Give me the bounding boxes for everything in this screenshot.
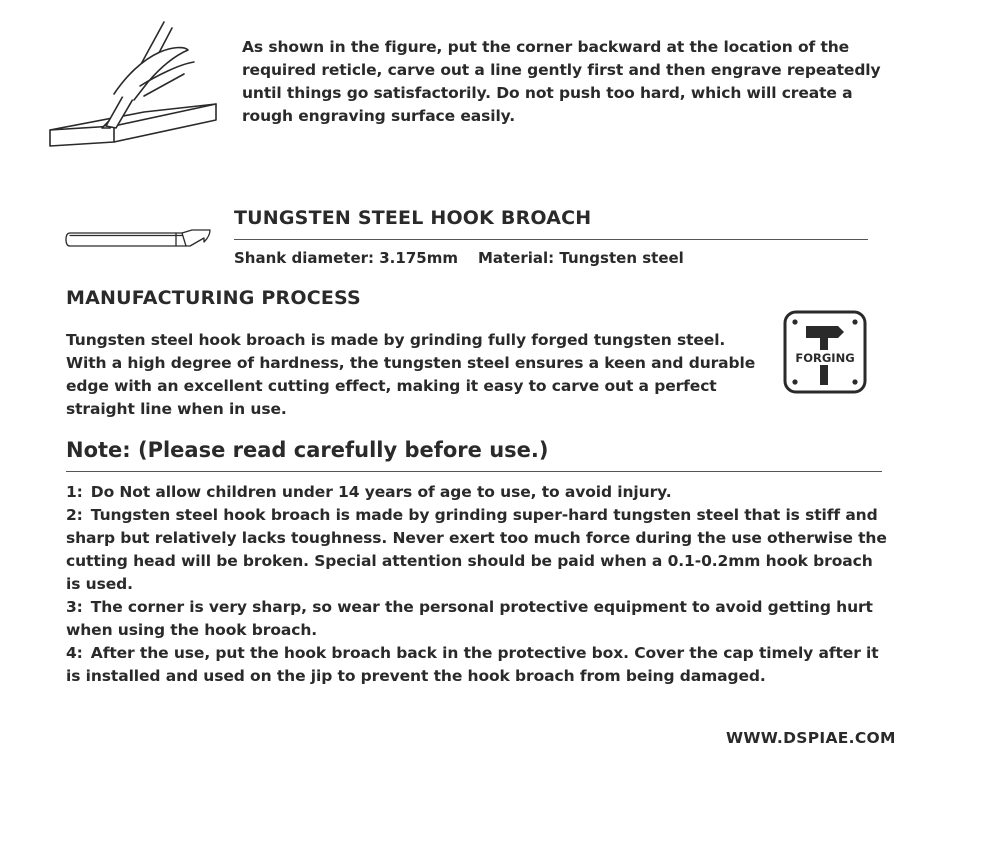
hook-broach-illustration	[64, 222, 214, 258]
notes-list	[66, 481, 892, 688]
manufacturing-process-title: MANUFACTURING PROCESS	[66, 287, 361, 309]
note-item: 2: Tungsten steel hook broach is made by grinding super-hard tungsten steel that is stiff and sharp but relatively lacks toughness. Never exert too much force during the use otherwise the cutting head will be broken. Special attention should be paid when a 0.1-0.2mm hook broach is used.	[66, 506, 887, 593]
website-url: WWW.DSPIAE.COM	[726, 729, 896, 747]
manufacturing-process-text: Tungsten steel hook broach is made by grinding fully forged tungsten steel. With a high degree of hardness, the tungsten steel ensures a keen and durable edge with an excellent cutting effect, making it easy to carve out a perfect straight line when in use.	[66, 331, 756, 418]
divider	[66, 471, 882, 472]
note-item: 4: After the use, put the hook broach back in the protective box. Cover the cap timely after it is installed and used on the jip to prevent the hook broach from being damaged.	[66, 644, 879, 685]
forging-hammer-icon	[782, 309, 868, 395]
engraving-illustration	[44, 16, 220, 156]
note-item: 3: The corner is very sharp, so wear the personal protective equipment to avoid getting hurt when using the hook broach.	[66, 598, 873, 639]
note-item: 1: Do Not allow children under 14 years of age to use, to avoid injury.	[66, 483, 672, 501]
product-title: TUNGSTEN STEEL HOOK BROACH	[234, 207, 592, 229]
forging-badge	[782, 309, 868, 395]
divider	[234, 239, 868, 240]
material: Material: Tungsten steel	[477, 249, 684, 267]
intro-paragraph: As shown in the figure, put the corner backward at the location of the required reticle, carve out a line gently first and then engrave repeatedly until things go satisfactorily. Do not push too hard, which will create a rough engraving surface easily.	[242, 38, 881, 125]
note-title: Note: (Please read carefully before use.)	[66, 438, 549, 462]
forging-label: FORGING	[795, 351, 855, 365]
product-specs	[234, 249, 684, 267]
shank-diameter: Shank diameter: 3.175mm	[234, 249, 458, 267]
